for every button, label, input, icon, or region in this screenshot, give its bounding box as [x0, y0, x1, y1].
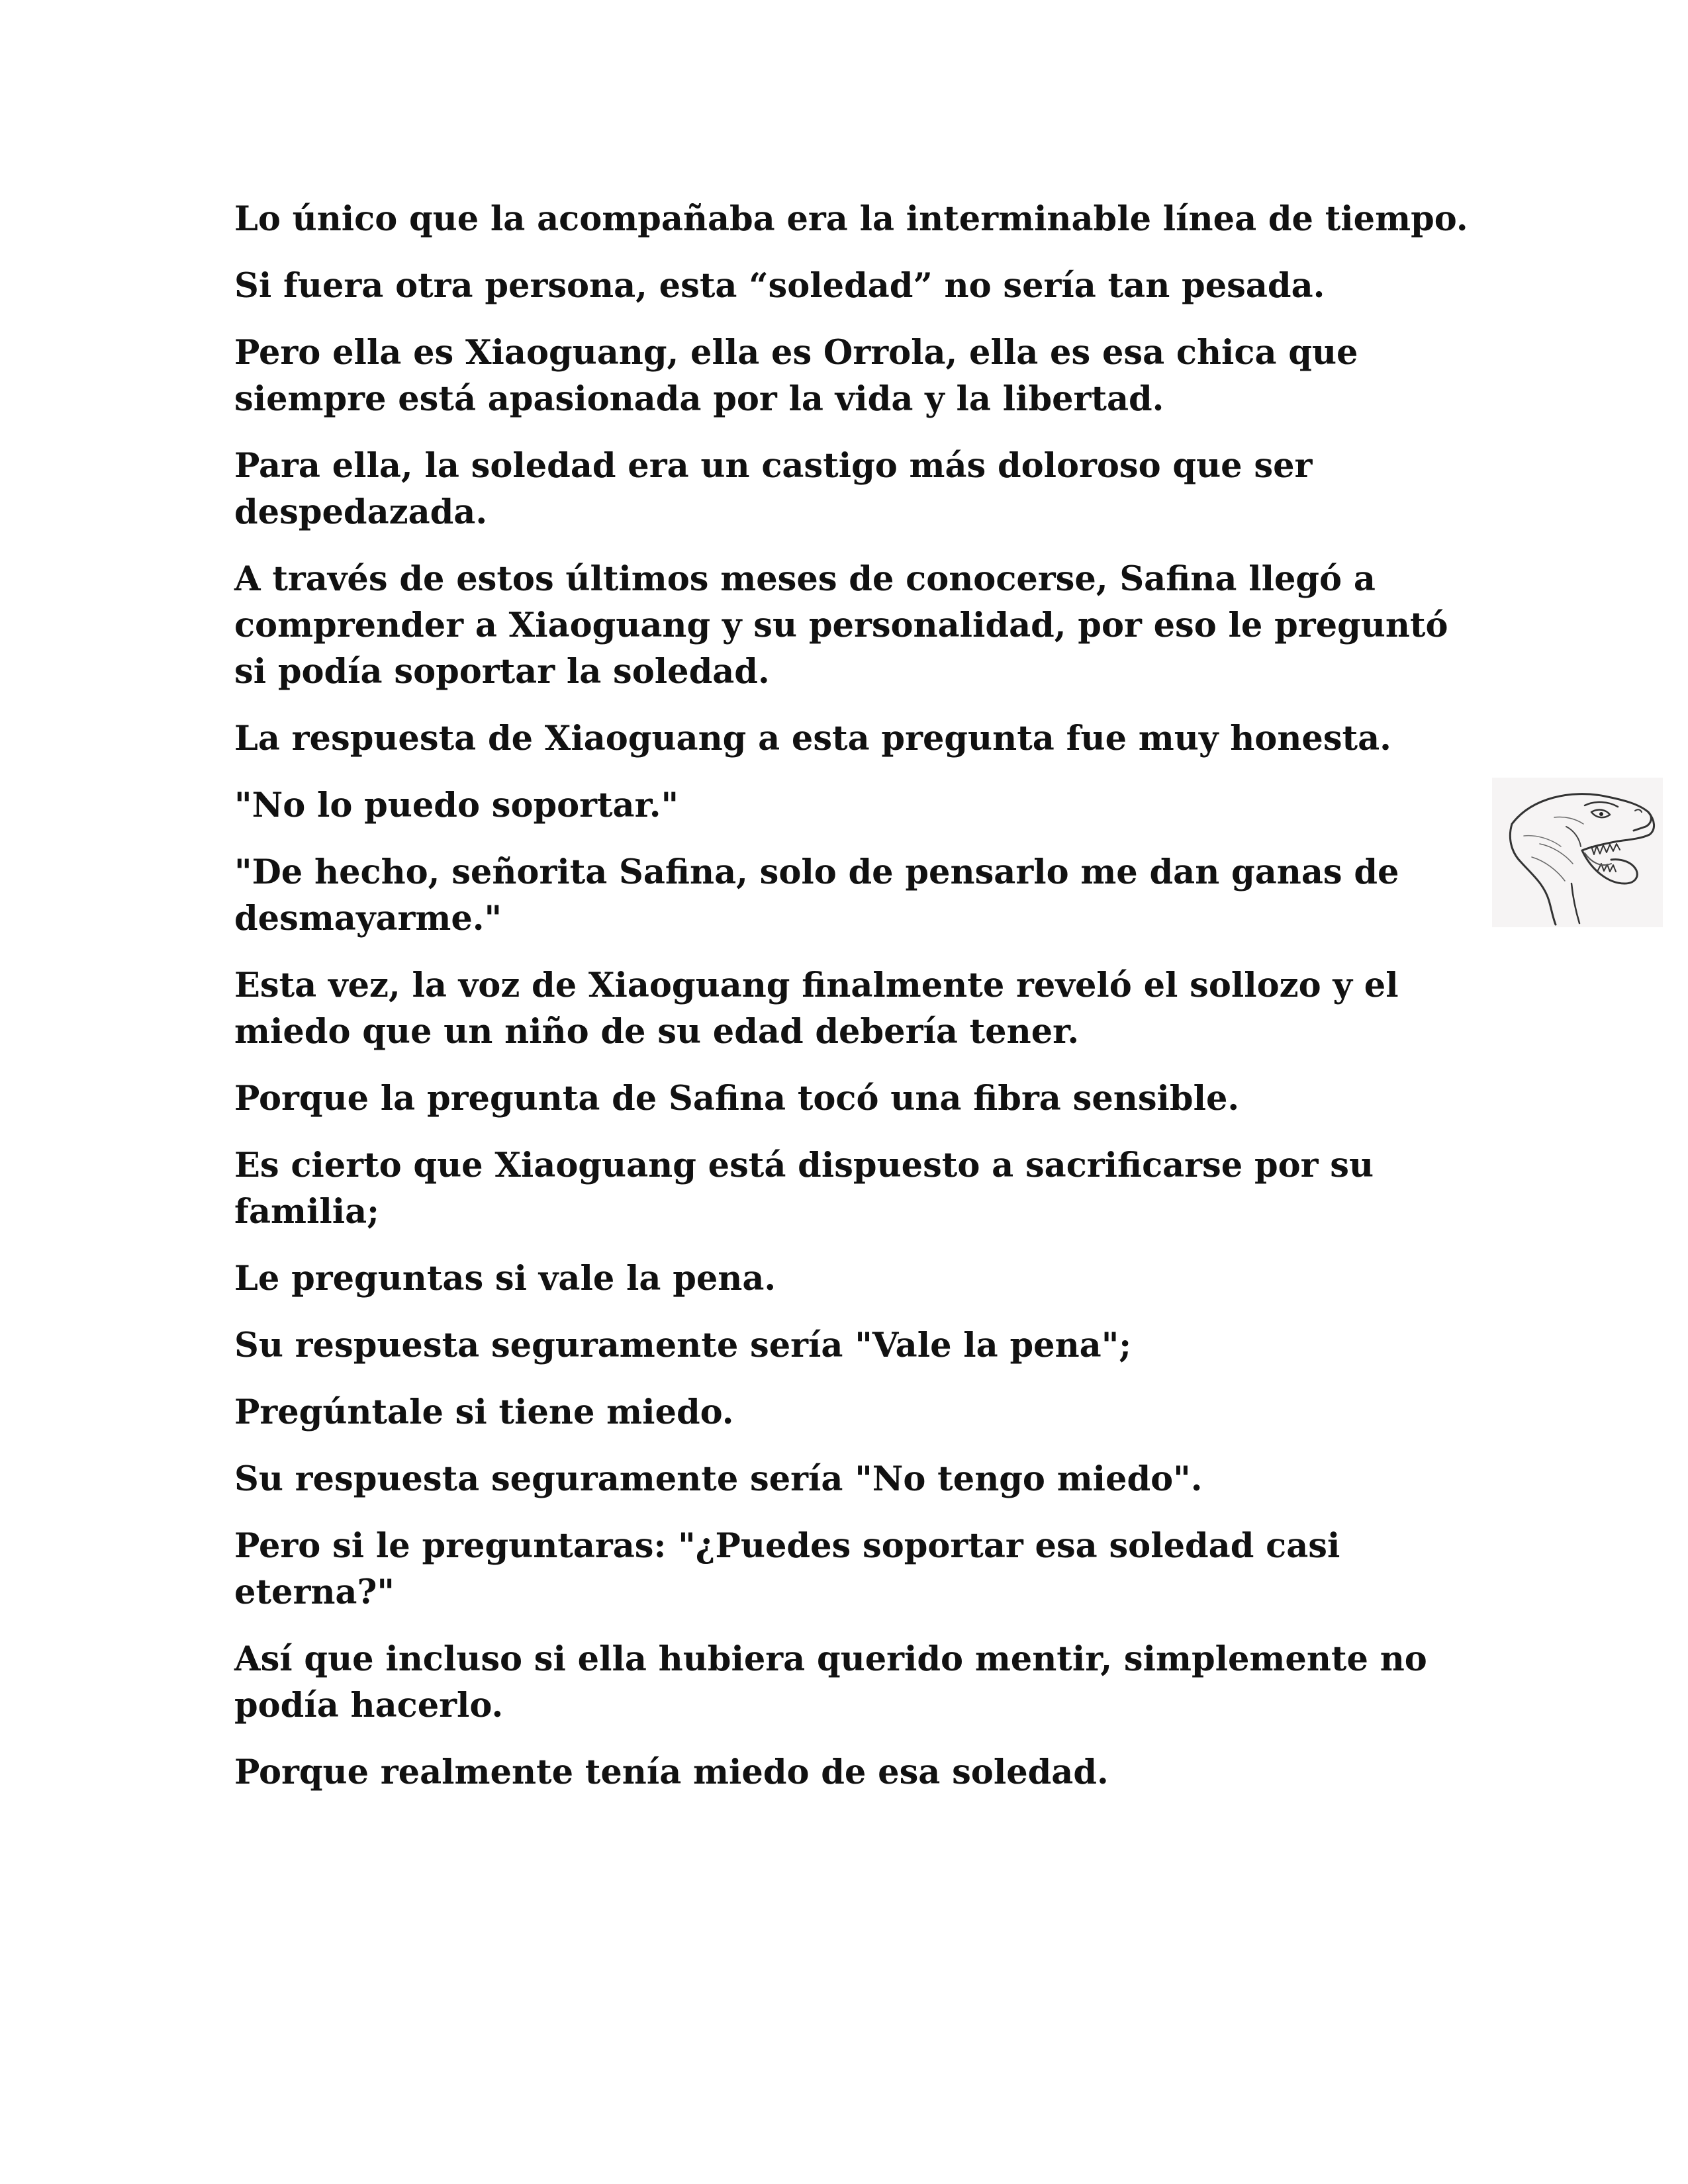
paragraph-8: "De hecho, señorita Safina, solo de pensarlo me dan ganas de desmayarme.": [234, 852, 1399, 938]
paragraph-2: Si fuera otra persona, esta “soledad” no sería tan pesada.: [234, 266, 1325, 306]
dinosaur-head-sketch-icon: [1492, 778, 1663, 927]
paragraph-6: La respuesta de Xiaoguang a esta pregunta fue muy honesta.: [234, 719, 1391, 758]
paragraph-1: Lo único que la acompañaba era la interminable línea de tiempo.: [234, 199, 1468, 239]
paragraph-17: Así que incluso si ella hubiera querido mentir, simplemente no podía hacerlo.: [234, 1639, 1427, 1725]
body-text: [234, 196, 1472, 1816]
paragraph-5: A través de estos últimos meses de conocerse, Safina llegó a comprender a Xiaoguang y su personalidad, por eso le preguntó si podía soportar la soledad.: [234, 559, 1448, 692]
paragraph-11: Es cierto que Xiaoguang está dispuesto a sacrificarse por su familia;: [234, 1146, 1374, 1232]
paragraph-9: Esta vez, la voz de Xiaoguang finalmente reveló el sollozo y el miedo que un niño de su edad debería tener.: [234, 966, 1399, 1052]
paragraph-15: Su respuesta seguramente sería "No tengo miedo".: [234, 1459, 1203, 1499]
paragraph-4: Para ella, la soledad era un castigo más doloroso que ser despedazada.: [234, 446, 1313, 532]
paragraph-7: "No lo puedo soportar.": [234, 786, 679, 825]
paragraph-13: Su respuesta seguramente sería "Vale la pena";: [234, 1326, 1132, 1365]
paragraph-16: Pero si le preguntaras: "¿Puedes soportar esa soledad casi eterna?": [234, 1526, 1340, 1612]
paragraph-12: Le preguntas si vale la pena.: [234, 1259, 776, 1298]
paragraph-3: Pero ella es Xiaoguang, ella es Orrola, ella es esa chica que siempre está apasionada por la vida y la libertad.: [234, 333, 1358, 419]
paragraph-14: Pregúntale si tiene miedo.: [234, 1392, 734, 1432]
paragraph-18: Porque realmente tenía miedo de esa soledad.: [234, 1752, 1109, 1792]
paragraph-10: Porque la pregunta de Safina tocó una fibra sensible.: [234, 1079, 1240, 1118]
